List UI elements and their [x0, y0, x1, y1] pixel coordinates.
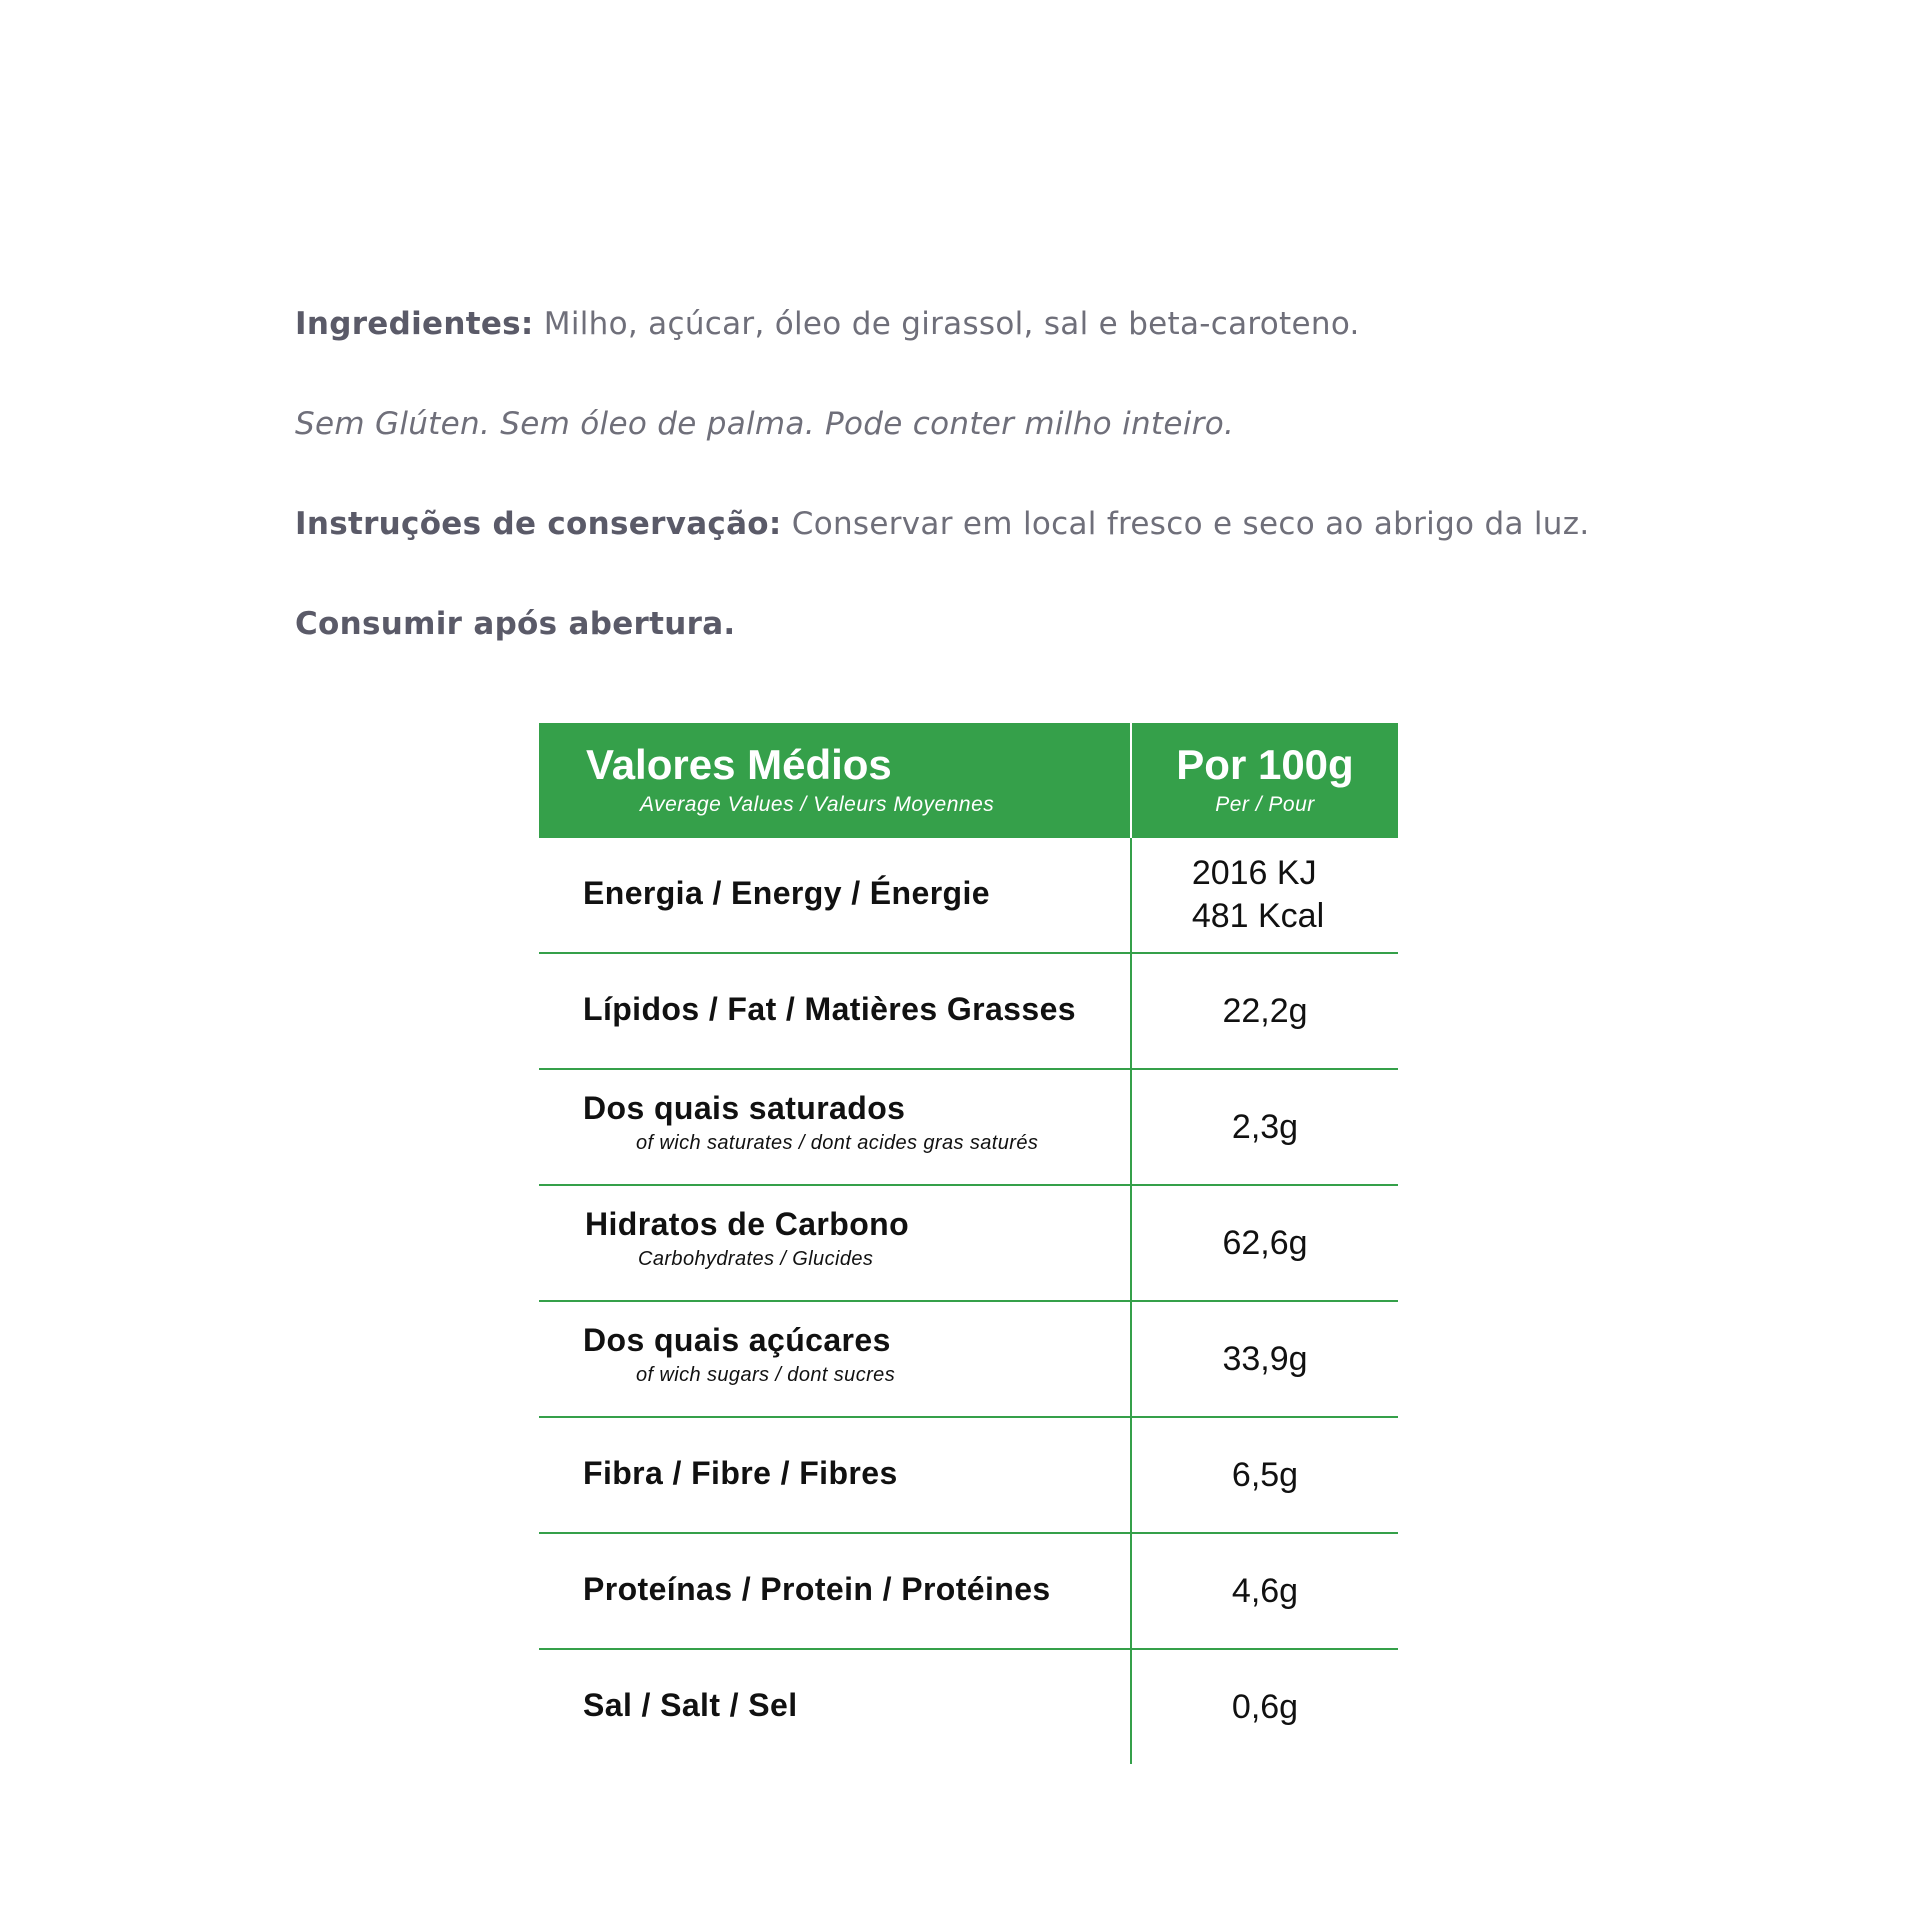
header-cell-per100g [1132, 723, 1398, 838]
row-sublabel: Carbohydrates / Glucides [638, 1248, 874, 1270]
row-label-cell [539, 1650, 1132, 1764]
row-label-cell [539, 954, 1132, 1068]
header-title-values: Valores Médios [586, 741, 892, 788]
row-value-cell [1132, 1186, 1398, 1300]
row-label: Dos quais saturados [583, 1090, 906, 1126]
table-row-fibre [539, 1418, 1398, 1534]
row-sublabel: of wich saturates / dont acides gras saturés [636, 1132, 1039, 1154]
row-label: Energia / Energy / Énergie [583, 875, 990, 911]
row-label: Dos quais açúcares [583, 1322, 891, 1358]
row-sublabel: of wich sugars / dont sucres [636, 1364, 896, 1386]
row-value: 4,6g [1231, 1571, 1299, 1610]
table-row-saturates [539, 1070, 1398, 1186]
energy-kj: 2016 KJ [1191, 854, 1317, 892]
header-title-per100g: Por 100g [1176, 741, 1354, 788]
row-value-cell [1132, 1534, 1398, 1648]
row-label: Hidratos de Carbono [585, 1206, 910, 1242]
storage-label: Instruções de conservação: [295, 506, 782, 542]
header-subtitle-per100g: Per / Pour [1215, 793, 1315, 816]
nutrition-table-header [539, 723, 1398, 838]
row-label-cell [539, 1534, 1132, 1648]
header-subtitle-values: Average Values / Valeurs Moyennes [640, 793, 995, 816]
row-label-cell [539, 1186, 1132, 1300]
row-value-cell [1132, 1650, 1398, 1764]
row-value-cell [1132, 838, 1398, 952]
consume-note [295, 606, 736, 642]
row-value: 2,3g [1231, 1107, 1299, 1146]
ingredients-text: Milho, açúcar, óleo de girassol, sal e beta-caroteno. [533, 306, 1360, 342]
table-row-energy [539, 838, 1398, 954]
row-label: Lípidos / Fat / Matières Grasses [583, 991, 1076, 1027]
energy-values [1192, 852, 1324, 938]
row-value-cell [1132, 1070, 1398, 1184]
storage-line [295, 506, 1589, 542]
header-cell-values [539, 723, 1132, 838]
gluten-note: Sem Glúten. Sem óleo de palma. Pode conter milho inteiro. [295, 406, 1235, 442]
row-value-cell [1132, 954, 1398, 1068]
row-label-cell [539, 1302, 1132, 1416]
row-label: Fibra / Fibre / Fibres [583, 1455, 898, 1491]
row-value: 62,6g [1222, 1223, 1308, 1262]
row-value-cell [1132, 1302, 1398, 1416]
table-row-fat [539, 954, 1398, 1070]
row-label: Proteínas / Protein / Protéines [583, 1571, 1051, 1607]
table-row-protein [539, 1534, 1398, 1650]
row-value-cell [1132, 1418, 1398, 1532]
row-label-cell [539, 838, 1132, 952]
table-row-carbohydrates [539, 1186, 1398, 1302]
row-value: 0,6g [1231, 1687, 1299, 1726]
row-value: 22,2g [1222, 991, 1308, 1030]
table-row-sugars [539, 1302, 1398, 1418]
row-value: 6,5g [1231, 1455, 1299, 1494]
row-label-cell [539, 1418, 1132, 1532]
row-value: 33,9g [1222, 1339, 1308, 1378]
ingredients-label: Ingredientes: [295, 306, 534, 342]
row-label-cell [539, 1070, 1132, 1184]
energy-kcal: 481 Kcal [1191, 897, 1325, 935]
row-label: Sal / Salt / Sel [583, 1687, 798, 1723]
ingredients-line [295, 306, 1360, 342]
nutrition-table [539, 723, 1398, 1764]
table-row-salt [539, 1650, 1398, 1764]
storage-text: Conservar em local fresco e seco ao abrigo da luz. [781, 506, 1590, 542]
consume-text: Consumir após abertura. [295, 606, 736, 642]
